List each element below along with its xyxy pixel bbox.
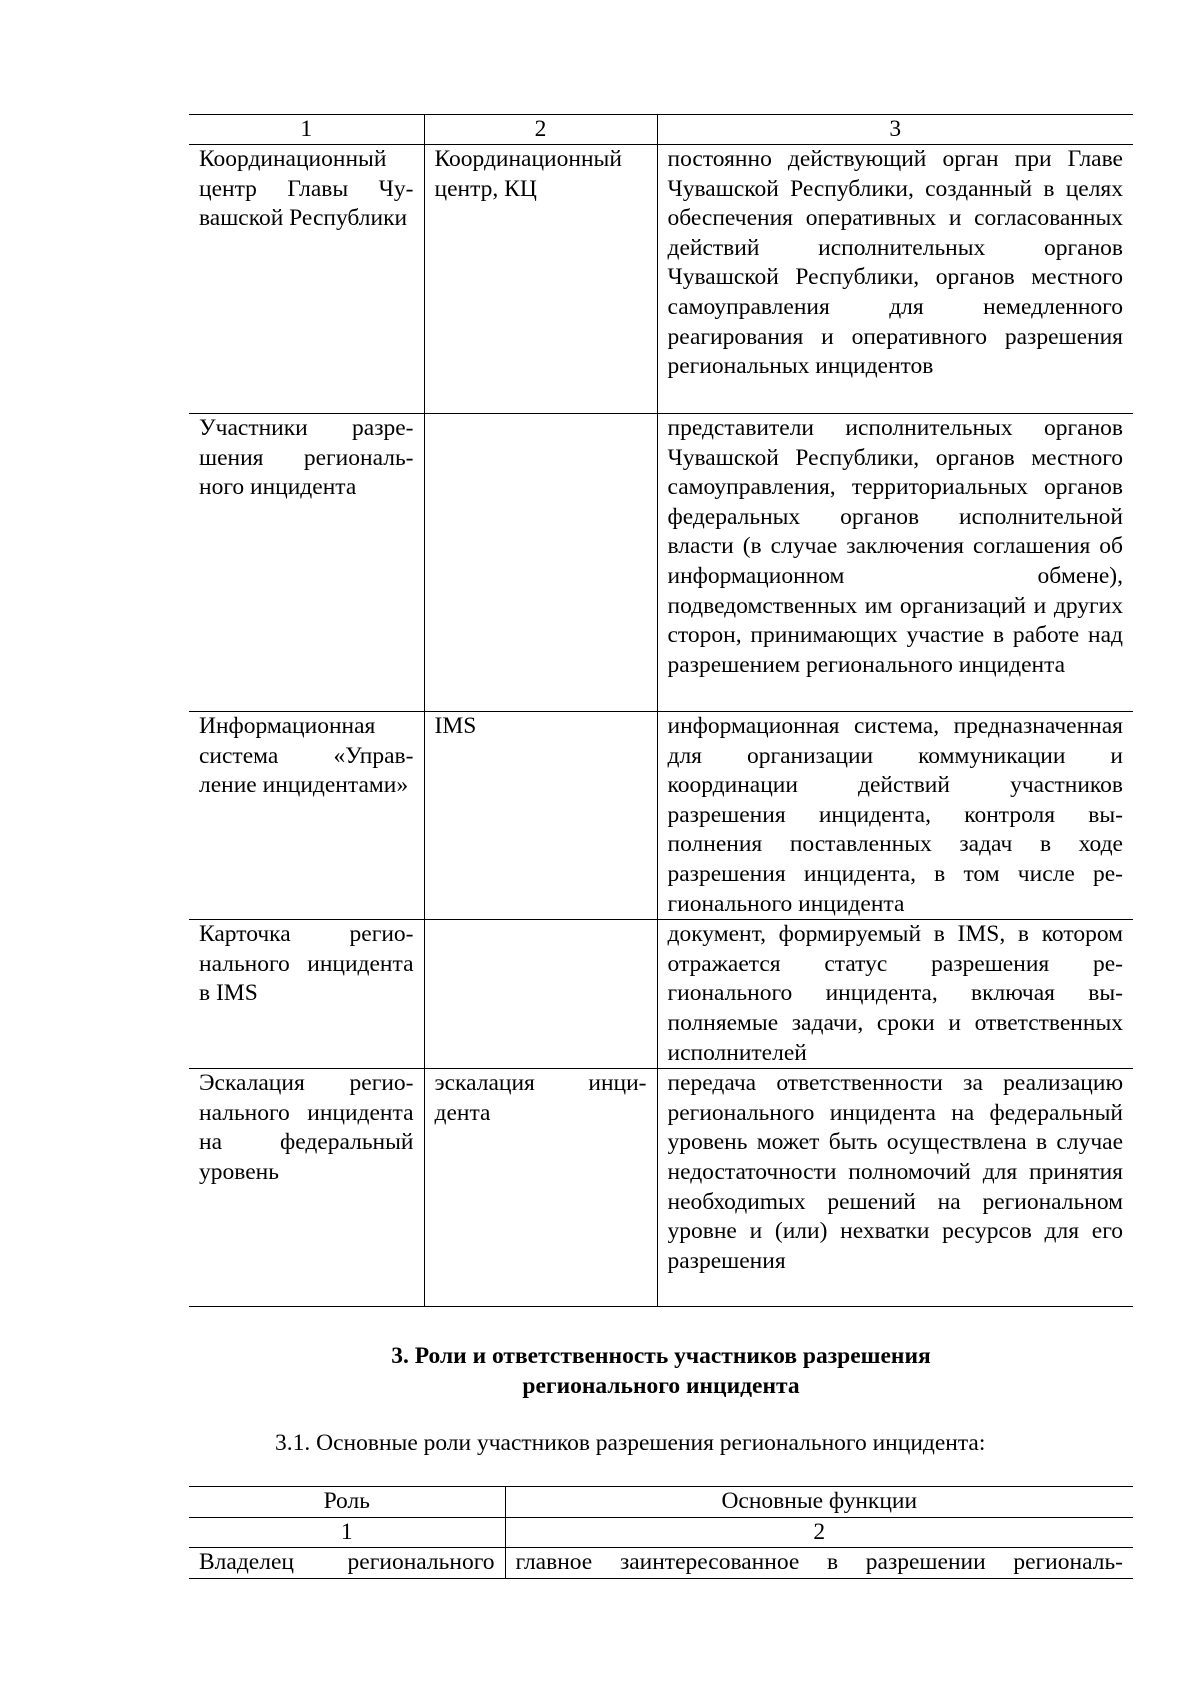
section-heading-line-2: регионального инцидента [522, 1373, 800, 1399]
section-paragraph: 3.1. Основные роли участников разрешения регионального инцидента: [275, 1430, 986, 1456]
definition-cell: постоянно действующий орган при Главе Чувашской Республики, созданный в целях обеспечения оперативных и согласованных действий исполнительных органов Чувашской Республики, органов местного самоуправления для немедленного реагирования и оперативного разрешения региональных инцидентов [657, 145, 1133, 414]
table-row [189, 1069, 1133, 1307]
terms-table-header-row [189, 115, 1133, 145]
table-row [189, 920, 1133, 1069]
role-column-header: Роль [189, 1487, 505, 1518]
functions-column-header: Основные функции [505, 1487, 1133, 1518]
terms-table [189, 114, 1133, 1307]
term-cell: Информационная система «Управление инцидентами» [189, 712, 424, 920]
definition-cell: информационная система, предназначенная для организации коммуникации и координации действий участников разрешения инцидента, контроля выполнения поставленных задач в ходе разрешения инцидента, в том числе регионального инцидента [657, 712, 1133, 920]
abbreviation-cell: IMS [424, 712, 657, 920]
column-number-2: 2 [424, 115, 657, 145]
definition-cell: документ, формируемый в IMS, в котором отражается статус разрешения регионального инцидента, включая выполняемые задачи, сроки и ответственных исполнителей [657, 920, 1133, 1069]
table-row [189, 712, 1133, 920]
section-heading-line-1: 3. Роли и ответственность участников разрешения [391, 1343, 931, 1369]
definition-cell: представители исполнительных органов Чувашской Республики, органов местного самоуправления, территориальных органов федеральных органов исполнительной власти (в случае заключения соглашения об информационном обмене), подведомственных им организаций и других сторон, принимающих участие в работе над разрешением регионального инцидента [657, 414, 1133, 712]
roles-table-header-row [189, 1487, 1133, 1518]
abbreviation-cell: эскалация инцидента [424, 1069, 657, 1307]
abbreviation-cell [424, 414, 657, 712]
column-number-1: 1 [189, 1517, 505, 1548]
abbreviation-cell: Координационный центр, КЦ [424, 145, 657, 414]
abbreviation-cell [424, 920, 657, 1069]
roles-table [189, 1486, 1133, 1579]
role-cell: Владелец регионального [189, 1548, 505, 1579]
functions-cell: главное заинтересованное в разрешении региональ- [505, 1548, 1133, 1579]
table-row [189, 145, 1133, 414]
section-heading [189, 1341, 1133, 1401]
definition-cell: передача ответственности за реализацию регионального инцидента на федеральный уровень может быть осуществлена в случае недостаточности полномочий для принятия необходиmых решений на региональном уровне и (или) нехватки ресурсов для его разрешения [657, 1069, 1133, 1307]
column-number-2: 2 [505, 1517, 1133, 1548]
roles-table-number-row [189, 1517, 1133, 1548]
table-row [189, 414, 1133, 712]
column-number-1: 1 [189, 115, 424, 145]
term-cell: Координационный центр Главы Чувашской Республики [189, 145, 424, 414]
term-cell: Эскалация регионального инцидента на федеральный уровень [189, 1069, 424, 1307]
term-cell: Участники разрешения регионального инцидента [189, 414, 424, 712]
table-row [189, 1548, 1133, 1579]
term-cell: Карточка регионального инцидента в IMS [189, 920, 424, 1069]
column-number-3: 3 [657, 115, 1133, 145]
